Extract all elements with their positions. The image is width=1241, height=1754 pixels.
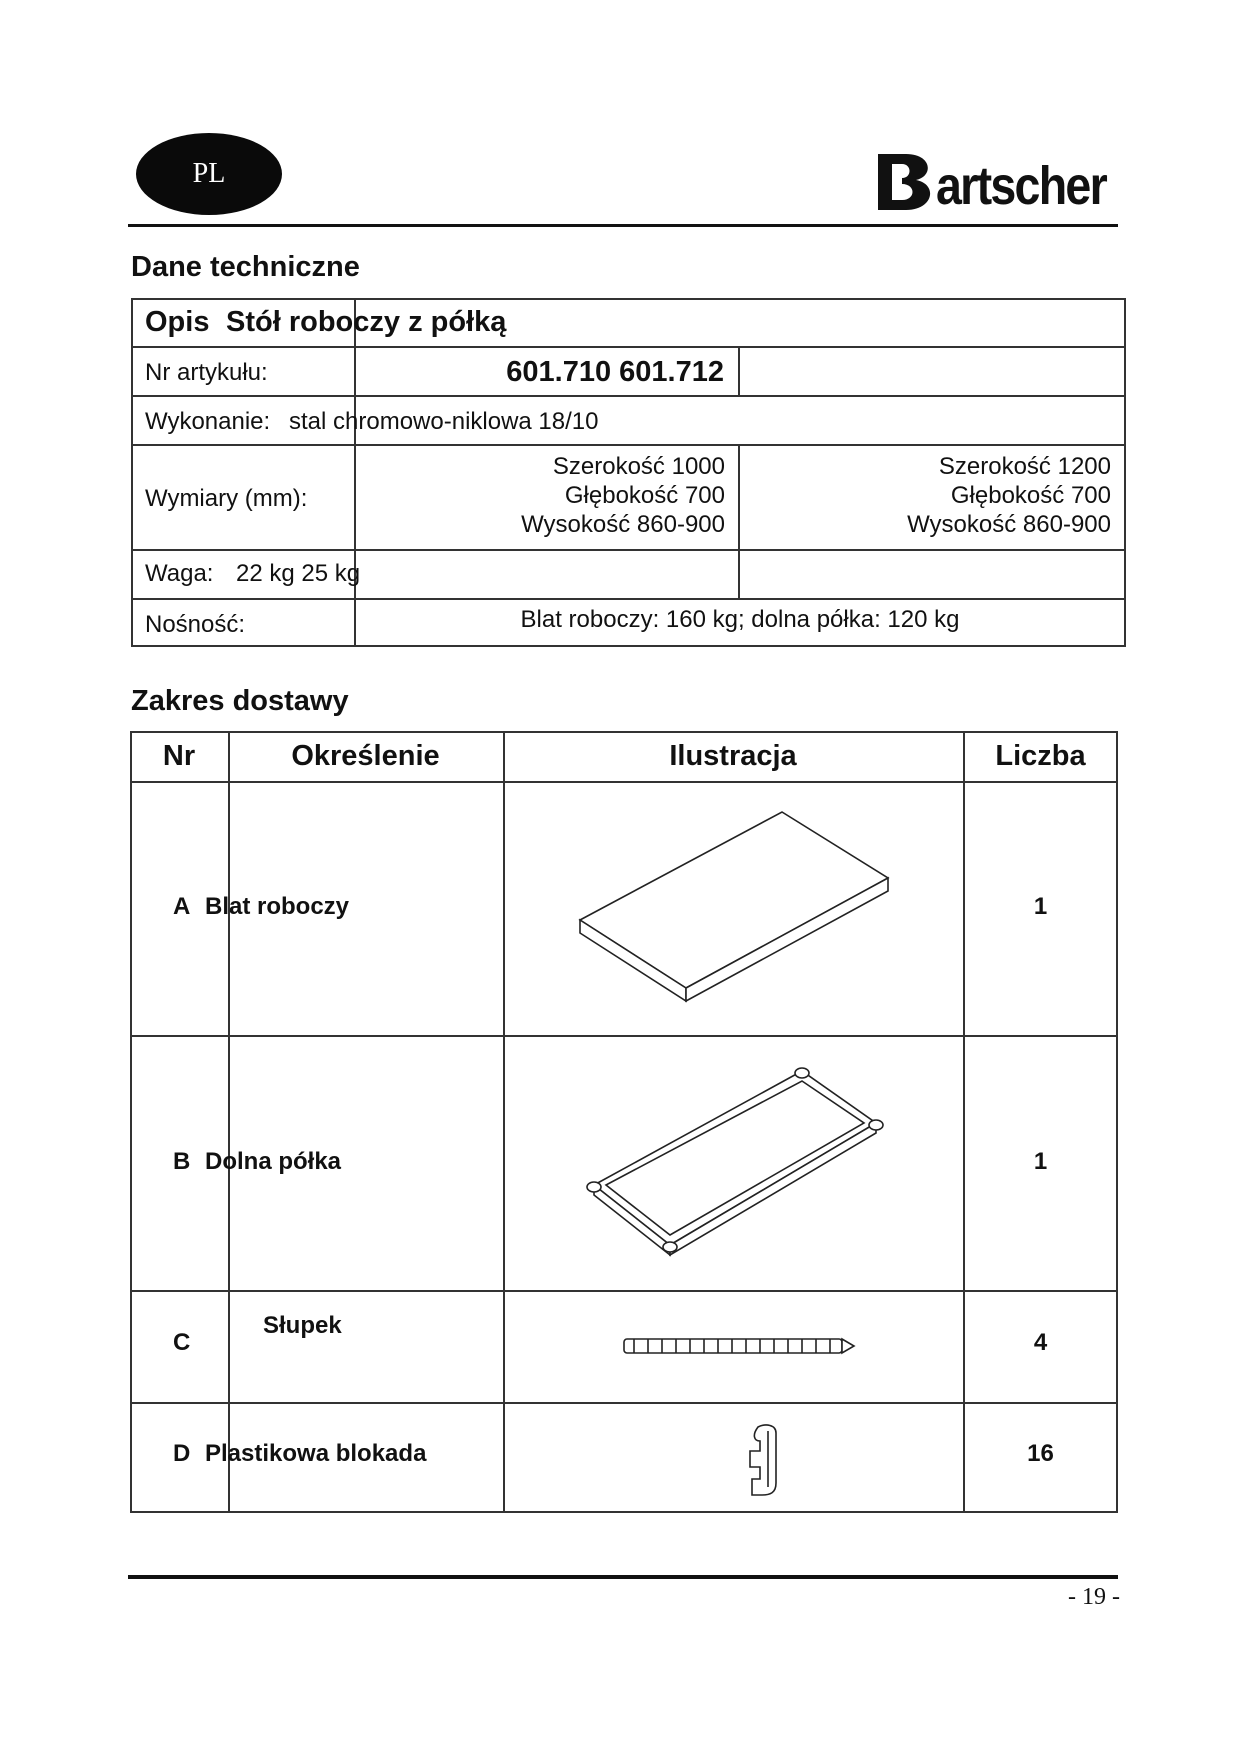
item-nr: B <box>173 1148 191 1175</box>
dimension-width: Szerokość 1200 <box>938 453 1111 480</box>
article-numbers: 601.710 601.712 <box>506 356 724 388</box>
language-badge: PL <box>136 133 282 215</box>
delivery-table <box>130 731 1118 1513</box>
item-nr: A <box>173 893 191 920</box>
weight-value: 22 kg 25 kg <box>236 560 361 587</box>
item-nr: C <box>173 1329 191 1356</box>
post-illustration <box>620 1331 860 1361</box>
header-rule <box>128 224 1118 227</box>
plastic-clip-illustration <box>740 1421 790 1501</box>
svg-text:artscher: artscher <box>936 156 1108 216</box>
bartscher-logo <box>872 140 1112 220</box>
lower-shelf-illustration <box>580 1061 890 1271</box>
capacity-value: Blat roboczy: 160 kg; dolna półka: 120 kg <box>520 606 960 633</box>
item-name: Plastikowa blokada <box>205 1440 427 1467</box>
material-label: Wykonanie: <box>145 408 271 435</box>
technical-data-table <box>131 298 1126 647</box>
item-name: Słupek <box>263 1312 342 1339</box>
column-header-quantity: Liczba <box>995 739 1086 772</box>
item-quantity: 1 <box>1033 1148 1048 1175</box>
item-nr: D <box>173 1440 191 1467</box>
dimensions-label: Wymiary (mm): <box>145 485 308 512</box>
weight-label: Waga: <box>145 560 214 587</box>
item-quantity: 1 <box>1033 893 1048 920</box>
dimensions-col-2 <box>816 452 1111 539</box>
material-value: stal chromowo-niklowa 18/10 <box>289 408 599 435</box>
item-name: Dolna półka <box>205 1148 342 1175</box>
dimension-depth: Głębokość 700 <box>950 482 1111 509</box>
column-header-illustration: Ilustracja <box>669 739 797 772</box>
column-header-nr: Nr <box>162 739 196 772</box>
delivery-title: Zakres dostawy <box>131 685 349 717</box>
technical-data-title: Dane techniczne <box>131 251 360 283</box>
item-name: Blat roboczy <box>205 893 350 920</box>
footer-rule <box>128 1575 1118 1579</box>
item-quantity: 4 <box>1033 1329 1048 1356</box>
page-number: - 19 - <box>1068 1584 1120 1610</box>
article-label: Nr artykułu: <box>145 359 268 386</box>
dimension-width: Szerokość 1000 <box>552 453 725 480</box>
dimension-height: Wysokość 860-900 <box>521 511 725 538</box>
description-value: Stół roboczy z półką <box>226 306 507 338</box>
column-header-name: Określenie <box>291 739 440 772</box>
capacity-label: Nośność: <box>145 611 246 638</box>
dimension-height: Wysokość 860-900 <box>907 511 1111 538</box>
worktop-illustration <box>570 806 900 1006</box>
description-label: Opis <box>145 306 210 338</box>
dimension-depth: Głębokość 700 <box>564 482 725 509</box>
dimensions-col-1 <box>431 452 725 539</box>
item-quantity: 16 <box>1027 1440 1054 1467</box>
